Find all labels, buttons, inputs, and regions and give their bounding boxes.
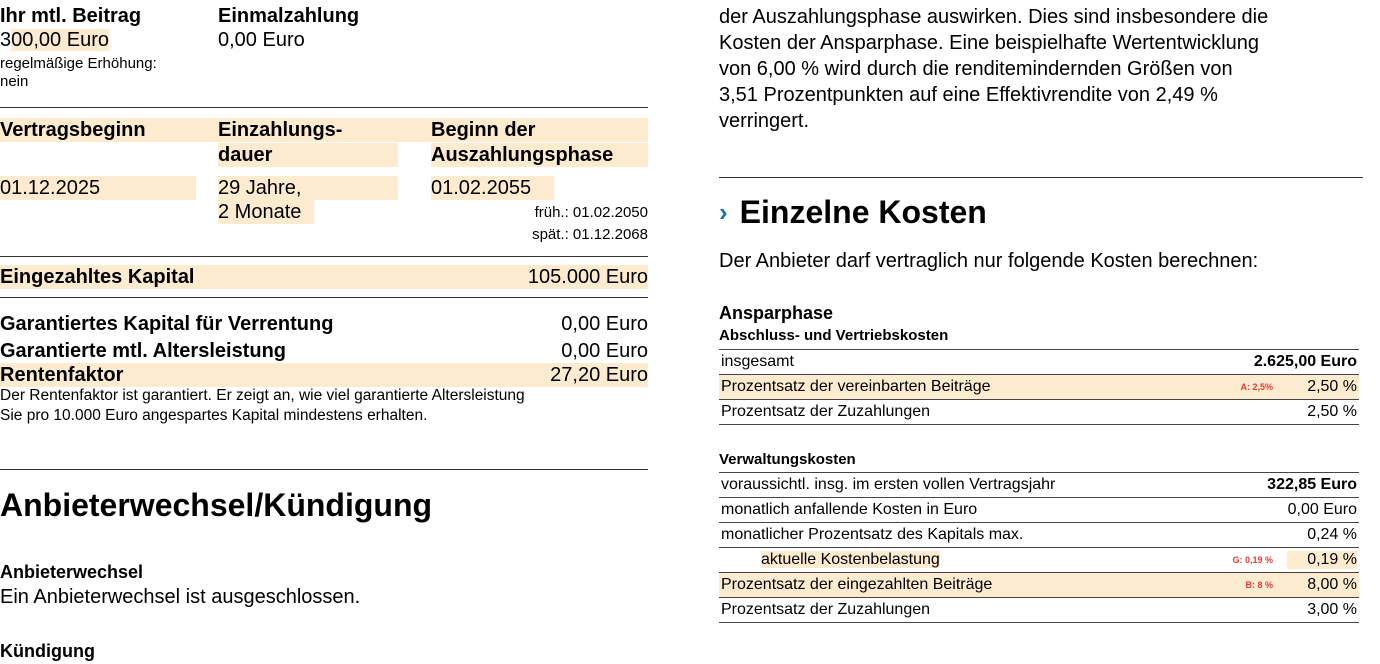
- rentenfaktor-row: [0, 363, 648, 387]
- abschluss-row-value: 2,50 %: [1307, 378, 1357, 395]
- intro-line: 3,51 Prozentpunkten auf eine Effektivrendite von 2,49 %: [719, 84, 1218, 106]
- auszahlung-label-2: Auszahlungsphase: [431, 143, 648, 167]
- abschluss-row-label: Prozentsatz der Zuzahlungen: [721, 403, 931, 420]
- verwaltung-heading: Verwaltungskosten: [719, 451, 856, 468]
- garantiert-kapital-row: [0, 312, 648, 336]
- auszahlung-value: 01.02.2055: [431, 176, 554, 200]
- verwaltung-row-label: monatlicher Prozentsatz des Kapitals max.: [721, 526, 1024, 543]
- verwaltung-row-label: voraussichtl. insg. im ersten vollen Vertragsjahr: [721, 476, 1056, 493]
- verwaltung-row: [719, 548, 1359, 573]
- divider: [719, 177, 1363, 178]
- verwaltung-row-value: 8,00 %: [1307, 576, 1357, 593]
- abschluss-row-value: 2,50 %: [1307, 403, 1357, 420]
- frueh-date: früh.: 01.02.2050: [534, 204, 648, 221]
- abschluss-row-label: Prozentsatz der vereinbarten Beiträge: [721, 378, 991, 395]
- rentenfaktor-label: Rentenfaktor: [0, 364, 124, 386]
- einzahlungsdauer-label-1: Einzahlungs-: [218, 119, 343, 141]
- erhoehung-label: regelmäßige Erhöhung:: [0, 55, 157, 72]
- kuendigung-subheading: Kündigung: [0, 641, 95, 661]
- divider: [0, 469, 648, 470]
- section-text: Der Anbieter darf vertraglich nur folgende Kosten berechnen:: [719, 250, 1259, 272]
- section-heading: [719, 192, 987, 232]
- einzahlungsdauer-value-1: 29 Jahre,: [218, 176, 398, 200]
- eingezahlt-label: Eingezahltes Kapital: [0, 266, 195, 288]
- beitrag-value: 300,00 Euro: [0, 29, 109, 51]
- verwaltung-row-label: aktuelle Kostenbelastung: [761, 551, 940, 568]
- verwaltung-row-value: 322,85 Euro: [1267, 476, 1357, 493]
- divider: [0, 107, 648, 108]
- verwaltung-table: [719, 472, 1359, 623]
- ansparphase-heading: Ansparphase: [719, 303, 834, 323]
- intro-line: von 6,00 % wird durch die renditemindernden Größen von: [719, 58, 1233, 80]
- divider: [0, 256, 648, 257]
- section-title: Einzelne Kosten: [739, 194, 987, 230]
- rentenfaktor-note: [0, 386, 660, 426]
- rentenfaktor-value: 27,20 Euro: [550, 364, 648, 386]
- verwaltung-row: [719, 573, 1359, 598]
- verwaltung-row-code: B: 8 %: [1245, 580, 1273, 590]
- rentenfaktor-note-line: Der Rentenfaktor ist garantiert. Er zeigt an, wie viel garantierte Altersleistung: [0, 387, 525, 404]
- verwaltung-row: [719, 498, 1359, 523]
- verwaltung-row: [719, 523, 1359, 548]
- auszahlung-label-1: Beginn der: [431, 119, 536, 141]
- verwaltung-row-value: 3,00 %: [1307, 601, 1357, 618]
- verwaltung-row-value: 0,19 %: [1287, 551, 1357, 569]
- garantiert-leistung-label: Garantierte mtl. Altersleistung: [0, 340, 286, 362]
- abschluss-row-code: A: 2,5%: [1240, 382, 1273, 392]
- garantiert-leistung-row: [0, 339, 648, 363]
- einmal-value: 0,00 Euro: [218, 29, 305, 51]
- abschluss-row: [719, 349, 1359, 375]
- verwaltung-row-label: Prozentsatz der eingezahlten Beiträge: [721, 576, 993, 593]
- intro-paragraph: [719, 4, 1359, 134]
- abschluss-heading: Abschluss- und Vertriebskosten: [719, 327, 949, 344]
- verwaltung-row-value: 0,00 Euro: [1287, 501, 1357, 518]
- einzahlungsdauer-label-2: dauer: [218, 143, 398, 167]
- verwaltung-row: [719, 472, 1359, 498]
- abschluss-row: [719, 375, 1359, 400]
- abschluss-row: [719, 400, 1359, 425]
- verwaltung-row-label: monatlich anfallende Kosten in Euro: [721, 501, 978, 518]
- intro-line: der Auszahlungsphase auswirken. Dies sind insbesondere die: [719, 6, 1269, 28]
- vertragsbeginn-value: 01.12.2025: [0, 176, 196, 200]
- beitrag-label: Ihr mtl. Beitrag: [0, 5, 142, 27]
- verwaltung-row-code: G: 0,19 %: [1232, 555, 1273, 565]
- wechsel-subheading: Anbieterwechsel: [0, 562, 144, 582]
- chevron-right-icon: ›: [719, 197, 728, 227]
- garantiert-kapital-label: Garantiertes Kapital für Verrentung: [0, 313, 334, 335]
- abschluss-row-label: insgesamt: [721, 353, 794, 370]
- abschluss-row-value: 2.625,00 Euro: [1253, 353, 1357, 370]
- einmal-label: Einmalzahlung: [218, 5, 360, 27]
- verwaltung-row-label: Prozentsatz der Zuzahlungen: [721, 601, 931, 618]
- verwaltung-row: [719, 598, 1359, 623]
- garantiert-leistung-value: 0,00 Euro: [561, 340, 648, 362]
- erhoehung-value: nein: [0, 73, 29, 90]
- garantiert-kapital-value: 0,00 Euro: [561, 313, 648, 335]
- wechsel-heading: Anbieterwechsel/Kündigung: [0, 487, 433, 523]
- eingezahlt-value: 105.000 Euro: [527, 266, 648, 288]
- wechsel-text: Ein Anbieterwechsel ist ausgeschlossen.: [0, 586, 361, 608]
- divider: [0, 297, 648, 298]
- rentenfaktor-note-line: Sie pro 10.000 Euro angespartes Kapital mindestens erhalten.: [0, 407, 428, 424]
- eingezahlt-row: [0, 265, 648, 289]
- intro-line: verringert.: [719, 110, 810, 132]
- abschluss-table: [719, 349, 1359, 425]
- spaet-date: spät.: 01.12.2068: [532, 226, 648, 243]
- vertragsbeginn-label: Vertragsbeginn: [0, 119, 146, 141]
- intro-line: Kosten der Ansparphase. Eine beispielhafte Wertentwicklung: [719, 32, 1259, 54]
- verwaltung-row-value: 0,24 %: [1307, 526, 1357, 543]
- einzahlungsdauer-value-2: 2 Monate: [218, 200, 314, 224]
